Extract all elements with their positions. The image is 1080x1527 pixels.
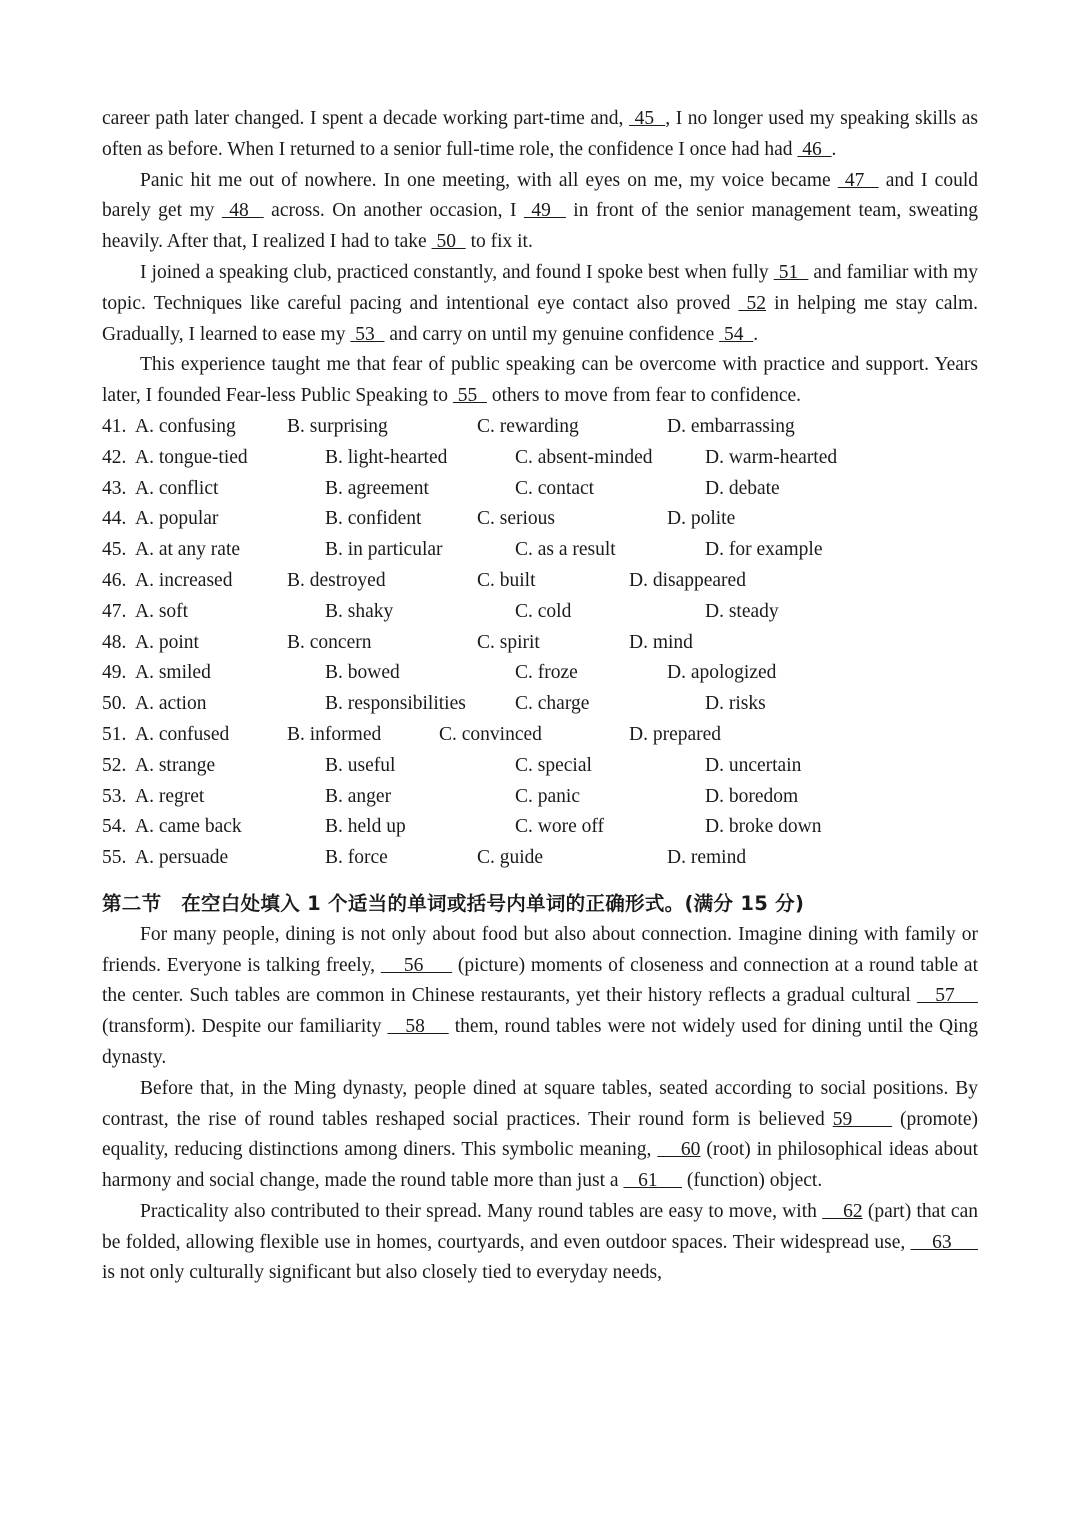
cloze-passage bbox=[102, 104, 978, 412]
question-number: 48. bbox=[102, 631, 127, 653]
option-row bbox=[102, 720, 978, 751]
option-choice: B. surprising bbox=[287, 415, 388, 437]
option-choice: A. point bbox=[135, 631, 199, 653]
passage-text: in front of the senior management team, sweating heavily. After that, I realized I had to take bbox=[102, 200, 979, 253]
question-number: 43. bbox=[102, 477, 127, 499]
passage-text: For many people, dining is not only about food but also about connection. Imagine dining with family or friends. Everyone is talking freely, bbox=[102, 923, 978, 976]
answer-blank: 61 bbox=[623, 1170, 682, 1192]
option-choice: A. strange bbox=[135, 754, 216, 776]
option-choice: B. shaky bbox=[325, 600, 394, 622]
passage-text: (picture) moments of closeness and connection at a round table at the center. Such tables are common in Chinese restaurants, yet their history reflects a gradual cultural bbox=[102, 954, 978, 1007]
option-choice: B. force bbox=[325, 847, 388, 869]
passage-text: . bbox=[831, 138, 837, 160]
option-choice: C. serious bbox=[477, 508, 555, 530]
answer-blank: 48 bbox=[221, 200, 264, 222]
option-choice: B. light-hearted bbox=[325, 446, 448, 468]
question-number: 54. bbox=[102, 816, 127, 838]
passage-text: Practicality also contributed to their spread. Many round tables are easy to move, with bbox=[140, 1200, 823, 1222]
option-row bbox=[102, 658, 978, 689]
option-choice: D. remind bbox=[667, 847, 747, 869]
option-choice: D. warm-hearted bbox=[705, 446, 838, 468]
passage-text: is not only culturally significant but also closely tied to everyday needs, bbox=[102, 1262, 662, 1284]
option-choice: A. came back bbox=[135, 816, 242, 838]
option-row bbox=[102, 597, 978, 628]
passage-text: . bbox=[753, 323, 759, 345]
option-choice: A. regret bbox=[135, 785, 205, 807]
option-row bbox=[102, 443, 978, 474]
option-choice: C. guide bbox=[477, 847, 544, 869]
question-number: 52. bbox=[102, 754, 127, 776]
passage-text: (function) object. bbox=[681, 1170, 823, 1192]
passage-text: (part) that can be folded, allowing flexible use in homes, courtyards, and even outdoor spaces. Their widespread use, bbox=[102, 1200, 978, 1253]
option-choice: C. froze bbox=[515, 662, 578, 684]
passage-text: others to move from fear to confidence. bbox=[486, 385, 802, 407]
option-choice: C. special bbox=[515, 754, 592, 776]
paragraph bbox=[102, 104, 978, 166]
option-choice: C. as a result bbox=[515, 539, 616, 561]
option-choice: D. uncertain bbox=[705, 754, 802, 776]
option-choice: B. destroyed bbox=[287, 569, 386, 591]
passage-text: This experience taught me that fear of public speaking can be overcome with practice and support. Years later, I founded Fear-less Public Speaking to bbox=[102, 354, 978, 407]
answer-blank: 63 bbox=[910, 1231, 978, 1253]
answer-options bbox=[102, 412, 978, 874]
question-number: 44. bbox=[102, 508, 127, 530]
option-choice: A. persuade bbox=[135, 847, 229, 869]
answer-blank: 50 bbox=[431, 231, 466, 253]
option-choice: C. contact bbox=[515, 477, 595, 499]
option-choice: B. anger bbox=[325, 785, 392, 807]
option-choice: B. agreement bbox=[325, 477, 429, 499]
option-choice: D. prepared bbox=[629, 723, 722, 745]
question-number: 47. bbox=[102, 600, 127, 622]
answer-blank: 54 bbox=[719, 323, 754, 345]
option-row bbox=[102, 628, 978, 659]
option-choice: D. apologized bbox=[667, 662, 777, 684]
question-number: 50. bbox=[102, 693, 127, 715]
option-choice: B. informed bbox=[287, 723, 382, 745]
option-row bbox=[102, 535, 978, 566]
answer-blank: 52 bbox=[738, 292, 767, 314]
option-choice: B. concern bbox=[287, 631, 372, 653]
grammar-passage bbox=[102, 920, 978, 1290]
option-choice: B. confident bbox=[325, 508, 422, 530]
question-number: 49. bbox=[102, 662, 127, 684]
option-choice: B. bowed bbox=[325, 662, 400, 684]
option-choice: D. disappeared bbox=[629, 569, 746, 591]
paragraph bbox=[102, 258, 978, 350]
answer-blank: 49 bbox=[523, 200, 566, 222]
passage-text: , I no longer used my speaking skills as often as before. When I returned to a senior full-time role, the confidence I once had had bbox=[102, 108, 978, 160]
option-choice: D. steady bbox=[705, 600, 779, 622]
passage-text: across. On another occasion, I bbox=[263, 200, 524, 222]
answer-blank: 55 bbox=[452, 385, 487, 407]
answer-blank: 53 bbox=[350, 323, 385, 345]
option-choice: C. built bbox=[477, 569, 536, 591]
passage-text: Panic hit me out of nowhere. In one meeting, with all eyes on me, my voice became bbox=[140, 169, 838, 191]
passage-text: I joined a speaking club, practiced constantly, and found I spoke best when fully bbox=[140, 261, 774, 283]
option-choice: D. embarrassing bbox=[667, 415, 795, 437]
option-row bbox=[102, 812, 978, 843]
option-choice: A. increased bbox=[135, 569, 233, 591]
question-number: 55. bbox=[102, 847, 127, 869]
option-row bbox=[102, 412, 978, 443]
option-choice: A. soft bbox=[135, 600, 189, 622]
option-choice: C. rewarding bbox=[477, 415, 579, 437]
option-choice: D. polite bbox=[667, 508, 736, 530]
answer-blank: 58 bbox=[387, 1016, 449, 1038]
passage-text: (root) in philosophical ideas about harmony and social change, made the round table more than just a bbox=[102, 1139, 978, 1192]
option-choice: A. action bbox=[135, 693, 207, 715]
option-choice: C. spirit bbox=[477, 631, 540, 653]
option-row bbox=[102, 782, 978, 813]
section-heading: 第二节 在空白处填入 1 个适当的单词或括号内单词的正确形式。(满分 15 分) bbox=[102, 891, 805, 915]
question-number: 42. bbox=[102, 446, 127, 468]
answer-blank: 56 bbox=[380, 954, 453, 976]
question-number: 53. bbox=[102, 785, 127, 807]
option-choice: C. cold bbox=[515, 600, 572, 622]
passage-text: Before that, in the Ming dynasty, people dined at square tables, seated according to social positions. By contrast, the rise of round tables reshaped social practices. Their round form is believed bbox=[102, 1077, 978, 1130]
option-choice: D. mind bbox=[629, 631, 693, 653]
option-choice: C. charge bbox=[515, 693, 590, 715]
option-row bbox=[102, 751, 978, 782]
option-choice: A. smiled bbox=[135, 662, 211, 684]
option-choice: D. risks bbox=[705, 693, 766, 715]
question-number: 46. bbox=[102, 569, 127, 591]
option-choice: B. useful bbox=[325, 754, 396, 776]
answer-blank: 46 bbox=[797, 138, 832, 160]
passage-text: and I could barely get my bbox=[102, 169, 978, 222]
option-choice: C. wore off bbox=[515, 816, 604, 838]
option-row bbox=[102, 689, 978, 720]
option-choice: D. boredom bbox=[705, 785, 799, 807]
passage-text: them, round tables were not widely used for dining until the Qing dynasty. bbox=[102, 1016, 978, 1068]
option-row bbox=[102, 566, 978, 597]
option-choice: C. absent-minded bbox=[515, 446, 653, 468]
paragraph bbox=[102, 1074, 978, 1197]
passage-text: career path later changed. I spent a decade working part-time and, bbox=[102, 108, 629, 129]
option-choice: A. confusing bbox=[135, 415, 236, 437]
option-choice: A. popular bbox=[135, 508, 219, 530]
option-choice: D. debate bbox=[705, 477, 780, 499]
option-choice: B. in particular bbox=[325, 539, 443, 561]
exam-page bbox=[102, 104, 978, 1289]
option-choice: A. confused bbox=[135, 723, 230, 745]
answer-blank: 45 bbox=[629, 108, 666, 129]
passage-text: in helping me stay calm. Gradually, I learned to ease my bbox=[102, 292, 978, 345]
passage-text: (transform). Despite our familiarity bbox=[102, 1016, 388, 1038]
passage-text: (promote) equality, reducing distinctions among diners. This symbolic meaning, bbox=[102, 1108, 978, 1161]
option-row bbox=[102, 504, 978, 535]
answer-blank: 60 bbox=[657, 1139, 701, 1161]
option-choice: D. broke down bbox=[705, 816, 822, 838]
answer-blank: 51 bbox=[773, 261, 809, 283]
question-number: 51. bbox=[102, 723, 127, 745]
answer-blank: 57 bbox=[916, 985, 978, 1007]
option-choice: B. responsibilities bbox=[325, 693, 466, 715]
answer-blank: 62 bbox=[822, 1200, 863, 1222]
answer-blank: 47 bbox=[837, 169, 879, 191]
option-choice: A. at any rate bbox=[135, 539, 241, 561]
question-number: 41. bbox=[102, 415, 127, 437]
option-choice: D. for example bbox=[705, 539, 823, 561]
passage-text: and carry on until my genuine confidence bbox=[384, 323, 720, 345]
option-choice: C. convinced bbox=[439, 723, 542, 745]
paragraph bbox=[102, 166, 978, 258]
paragraph bbox=[102, 350, 978, 412]
option-row bbox=[102, 843, 978, 874]
option-row bbox=[102, 474, 978, 505]
option-choice: A. conflict bbox=[135, 477, 219, 499]
option-choice: A. tongue-tied bbox=[135, 446, 248, 468]
answer-blank: 59 bbox=[832, 1108, 893, 1130]
question-number: 45. bbox=[102, 539, 127, 561]
passage-text: and familiar with my topic. Techniques like careful pacing and intentional eye contact also proved bbox=[102, 261, 979, 314]
option-choice: C. panic bbox=[515, 785, 580, 807]
passage-text: to fix it. bbox=[465, 231, 533, 253]
paragraph bbox=[102, 1197, 978, 1289]
option-choice: B. held up bbox=[325, 816, 406, 838]
paragraph bbox=[102, 920, 978, 1074]
